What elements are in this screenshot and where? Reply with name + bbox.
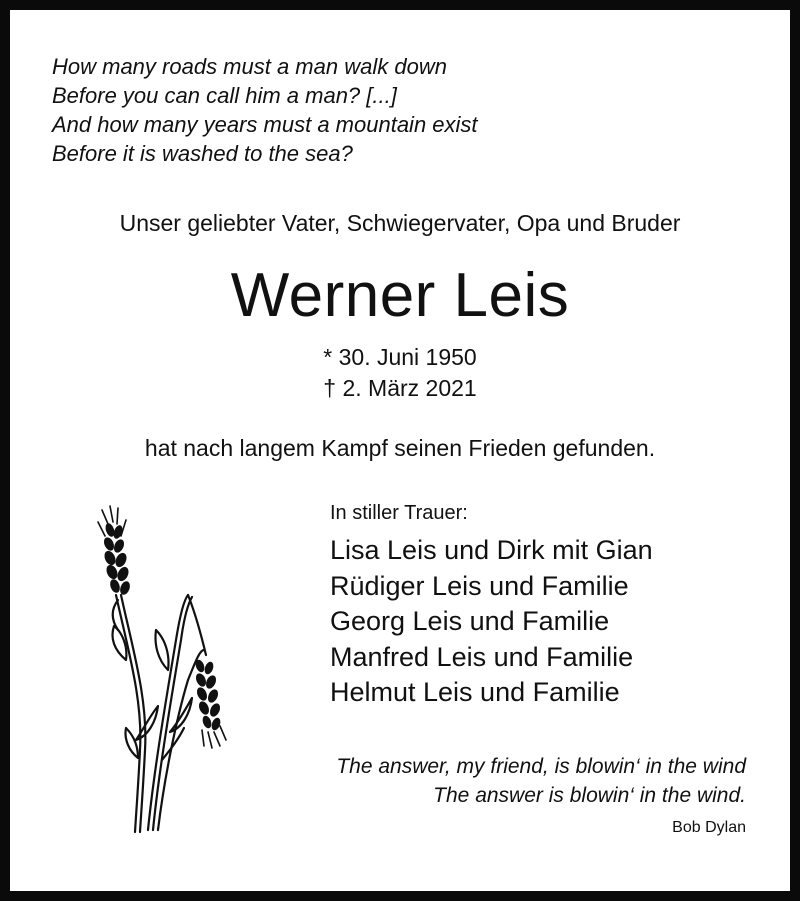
poem-line: Before it is washed to the sea?: [52, 141, 353, 166]
mourner-entry: Lisa Leis und Dirk mit Gian: [330, 535, 653, 565]
poem-line: And how many years must a mountain exist: [52, 112, 478, 137]
closing-quote: [336, 752, 746, 810]
closing-line: The answer, my friend, is blowin‘ in the wind: [336, 755, 746, 778]
deceased-name: Werner Leis: [230, 261, 570, 330]
poem-line: How many roads must a man walk down: [52, 54, 447, 79]
mourner-entry: Helmut Leis und Familie: [330, 677, 620, 707]
mourners-list: [330, 533, 653, 711]
mourner-entry: Georg Leis und Familie: [330, 606, 610, 636]
poem-line: Before you can call him a man? [...]: [52, 83, 397, 108]
death-date: † 2. März 2021: [323, 375, 477, 401]
statement-text: hat nach langem Kampf seinen Frieden gefunden.: [144, 435, 656, 461]
wheat-stalks-icon: [88, 500, 238, 840]
mourning-label: In stiller Trauer:: [330, 502, 468, 524]
opening-poem: [52, 52, 478, 168]
mourner-entry: Rüdiger Leis und Familie: [330, 570, 629, 601]
intro-text: Unser geliebter Vater, Schwiegervater, Opa und Bruder: [119, 210, 681, 236]
quote-author: Bob Dylan: [672, 819, 746, 836]
life-dates: [0, 342, 800, 404]
mourner-entry: Manfred Leis und Familie: [330, 641, 634, 672]
closing-line: The answer is blowin‘ in the wind.: [433, 784, 746, 807]
birth-date: * 30. Juni 1950: [323, 344, 477, 370]
